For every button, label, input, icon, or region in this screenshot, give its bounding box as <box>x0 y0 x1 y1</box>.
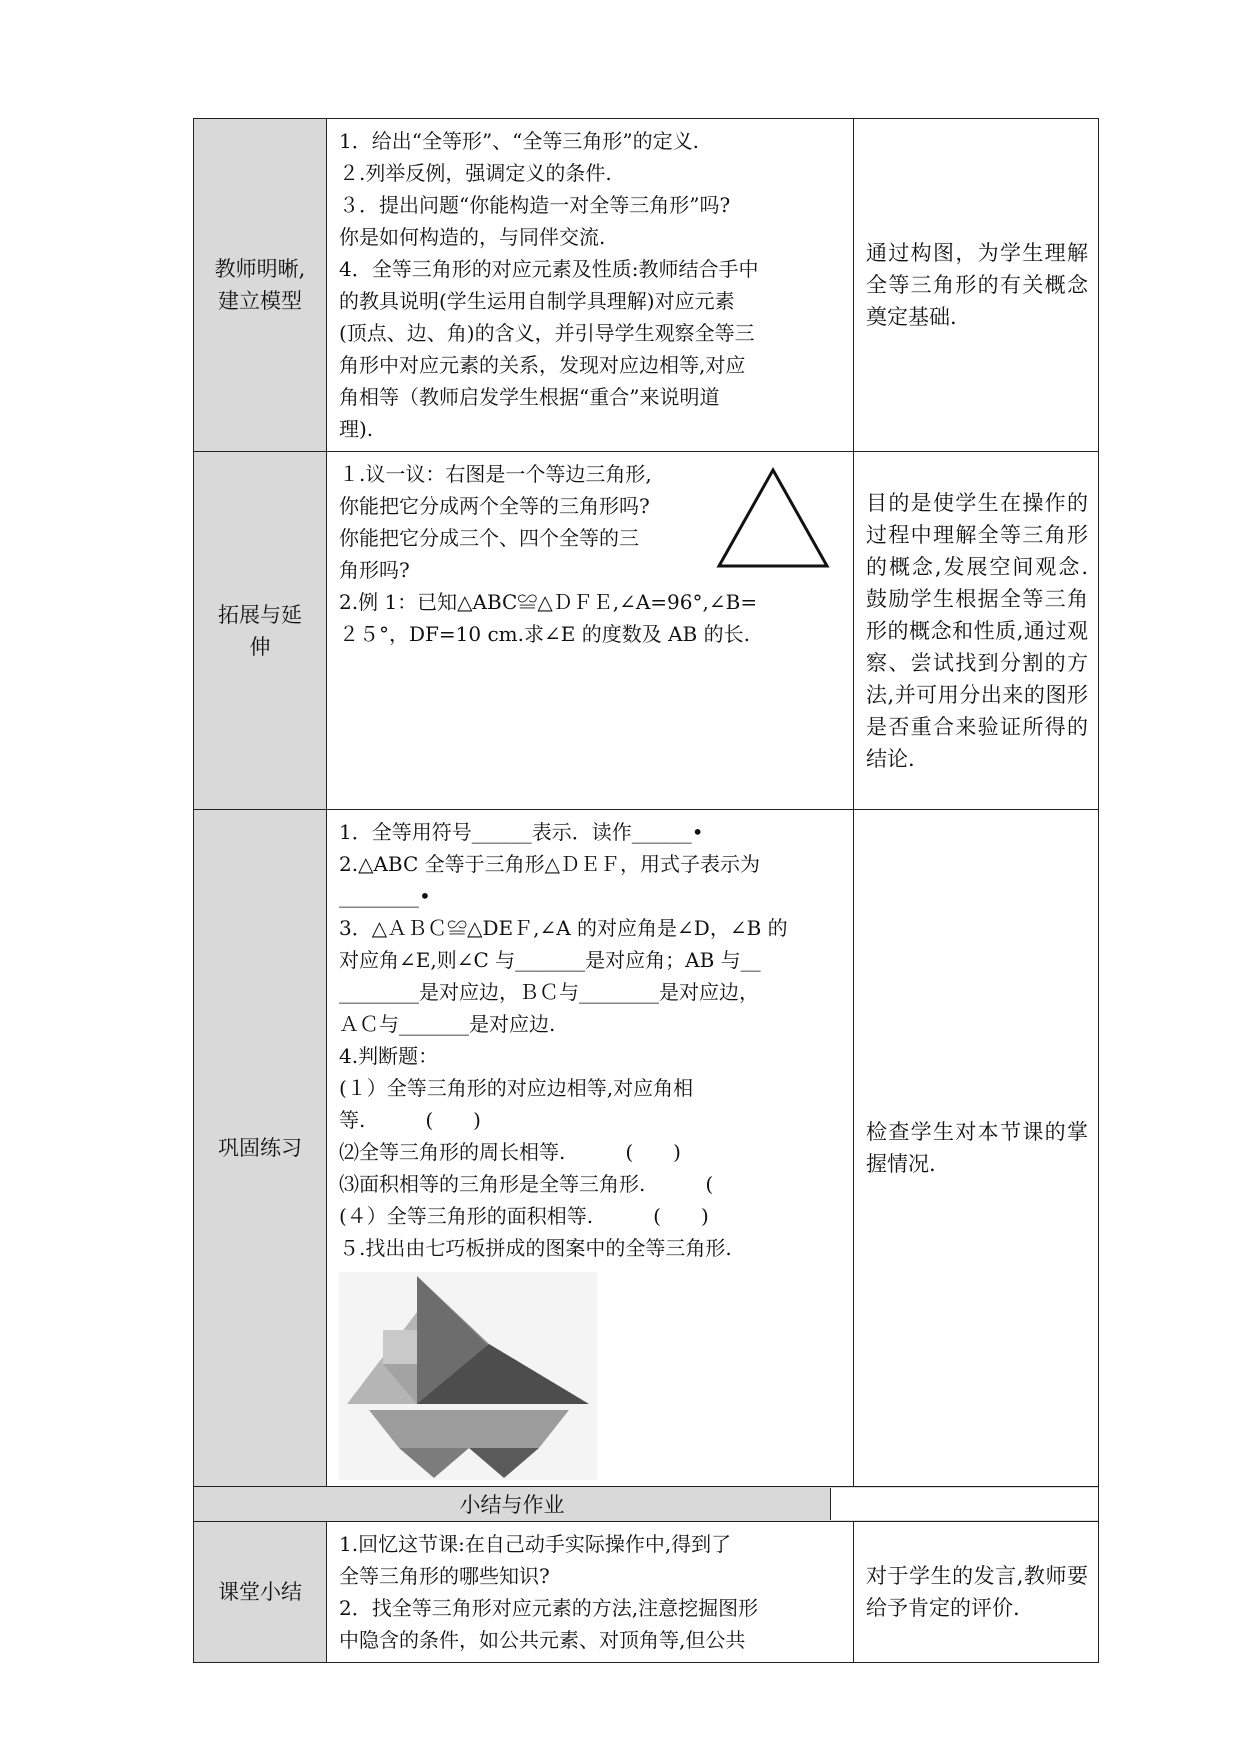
content-line: 中隐含的条件，如公共元素、对顶角等,但公共 <box>339 1628 746 1652</box>
content-line: １.议一议：右图是一个等边三角形, <box>339 462 652 486</box>
section-purpose-practice: 检查学生对本节课的掌握情况. <box>854 810 1099 1487</box>
content-line: ________是对应边，ＢＣ与________是对应边， <box>339 980 759 1004</box>
content-line: 角形吗? <box>339 558 410 582</box>
tangram-piece <box>383 1330 417 1364</box>
content-line: 理). <box>339 417 374 441</box>
content-line: ３．提出问题“你能构造一对全等三角形”吗? <box>339 193 731 217</box>
content-line: 你是如何构造的，与同伴交流. <box>339 225 606 249</box>
content-line: ５.找出由七巧板拼成的图案中的全等三角形. <box>339 1236 732 1260</box>
row-summary-header <box>194 1487 1099 1522</box>
content-line: ⑵全等三角形的周长相等. ( ) <box>339 1140 681 1164</box>
section-label-practice: 巩固练习 <box>194 810 327 1487</box>
row-summary <box>194 1522 1099 1663</box>
section-title-line: 伸 <box>249 634 271 659</box>
content-line: 角形中对应元素的关系，发现对应边相等,对应 <box>339 353 746 377</box>
content-line: 2.例 1：已知△ABC≌△ＤＦＥ,∠A=96°,∠B= <box>339 590 758 614</box>
equilateral-triangle-figure <box>713 466 833 570</box>
content-line: 1．全等用符号______表示．读作______• <box>339 820 704 844</box>
section-content-practice <box>327 810 854 1487</box>
content-line: 的教具说明(学生运用自制学具理解)对应元素 <box>339 289 735 313</box>
section-label-extend <box>194 452 327 810</box>
section-purpose-summary: 对于学生的发言,教师要给予肯定的评价. <box>854 1522 1099 1663</box>
content-line: 全等三角形的哪些知识? <box>339 1564 550 1588</box>
content-line: 等. ( ) <box>339 1108 481 1132</box>
content-line: 4.判断题： <box>339 1044 439 1068</box>
content-line: ________• <box>339 884 431 908</box>
section-content-extend <box>327 452 854 810</box>
section-content-model <box>327 119 854 452</box>
section-purpose-extend: 目的是使学生在操作的过程中理解全等三角形的概念,发展空间观念.鼓励学生根据全等三角形的概念和性质,通过观察、尝试找到分割的方法,并可用分出来的图形是否重合来验证所得的结论. <box>854 452 1099 810</box>
summary-header-label: 小结与作业 <box>194 1488 831 1520</box>
tangram-piece <box>369 1410 569 1448</box>
content-line: 角相等（教师启发学生根据“重合”来说明道 <box>339 385 720 409</box>
lesson-plan-table <box>193 118 1099 1663</box>
content-line: ２.列举反例，强调定义的条件. <box>339 161 612 185</box>
content-line: ⑶面积相等的三角形是全等三角形. ( <box>339 1172 714 1196</box>
section-title-line: 建立模型 <box>218 289 302 313</box>
content-line: ２５°，DF=10 cm.求∠E 的度数及 AB 的长. <box>339 622 750 646</box>
row-model <box>194 119 1099 452</box>
content-line: 你能把它分成两个全等的三角形吗? <box>339 494 650 518</box>
content-line: ＡＣ与_______是对应边. <box>339 1012 556 1036</box>
content-line: 对应角∠E,则∠C 与_______是对应角；AB 与__ <box>339 948 761 972</box>
content-line: 你能把它分成三个、四个全等的三 <box>339 526 639 550</box>
content-line: (１）全等三角形的对应边相等,对应角相 <box>339 1076 694 1100</box>
content-line: 3．△ＡＢＣ≌△DEＦ,∠A 的对应角是∠D，∠B 的 <box>339 916 788 940</box>
row-practice <box>194 810 1099 1487</box>
content-line: (顶点、边、角)的含义，并引导学生观察全等三 <box>339 321 755 345</box>
content-line: 1.回忆这节课:在自己动手实际操作中,得到了 <box>339 1532 732 1556</box>
summary-header <box>194 1487 1099 1522</box>
section-purpose-model: 通过构图，为学生理解全等三角形的有关概念奠定基础. <box>854 119 1099 452</box>
section-title-line: 拓展与延 <box>218 602 302 627</box>
section-content-summary <box>327 1522 854 1663</box>
section-label-model <box>194 119 327 452</box>
section-title-line: 教师明晰, <box>214 257 306 281</box>
content-line: 2．找全等三角形对应元素的方法,注意挖掘图形 <box>339 1596 759 1620</box>
summary-header-blank <box>831 1488 1099 1520</box>
content-line: 1．给出“全等形”、“全等三角形”的定义. <box>339 129 699 153</box>
content-line: 4．全等三角形的对应元素及性质:教师结合手中 <box>339 257 759 281</box>
content-line: 2.△ABC 全等于三角形△ＤＥＦ，用式子表示为 <box>339 852 761 876</box>
section-label-summary: 课堂小结 <box>194 1522 327 1663</box>
tangram-figure <box>339 1272 597 1480</box>
row-extend <box>194 452 1099 810</box>
content-line: (４）全等三角形的面积相等. ( ) <box>339 1204 709 1228</box>
